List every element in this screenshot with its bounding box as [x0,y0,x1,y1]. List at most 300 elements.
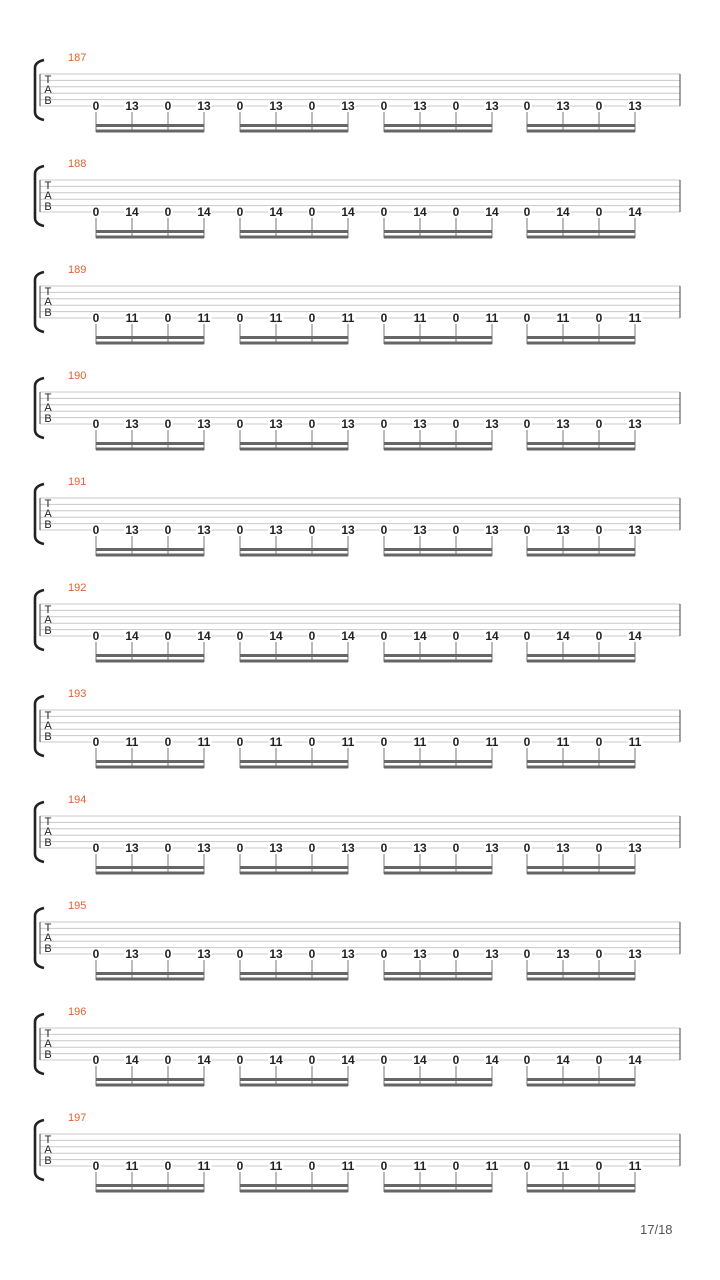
fret-number: 0 [92,735,100,749]
fret-number: 11 [125,735,139,749]
beam-secondary [527,1190,635,1193]
beam-secondary [384,872,492,875]
fret-number: 14 [269,1053,283,1067]
fret-number: 11 [197,735,211,749]
fret-number: 0 [523,947,531,961]
fret-number: 0 [380,311,388,325]
measure-number: 188 [68,158,87,170]
beam-primary [527,972,635,975]
fret-number: 0 [452,523,460,537]
beam-primary [527,654,635,657]
fret-number: 0 [236,841,244,855]
tab-clef-letter: B [44,412,52,425]
fret-number: 0 [595,1159,603,1173]
staff-graphics [0,158,720,248]
tab-clef-letter: B [44,200,52,213]
beam-primary [527,1184,635,1187]
fret-number: 13 [628,99,642,113]
beam-secondary [240,236,348,239]
fret-number: 11 [341,1159,355,1173]
fret-number: 13 [485,99,499,113]
fret-number: 13 [269,841,283,855]
fret-number: 11 [125,1159,139,1173]
staff-graphics [0,794,720,884]
fret-number: 13 [125,841,139,855]
fret-number: 13 [197,841,211,855]
beam-secondary [96,236,204,239]
fret-number: 13 [341,523,355,537]
beam-primary [384,866,492,869]
fret-number: 0 [452,1159,460,1173]
beam-secondary [240,872,348,875]
beam-primary [240,972,348,975]
fret-number: 0 [595,205,603,219]
beam-secondary [527,236,635,239]
fret-number: 0 [523,1053,531,1067]
beam-primary [384,336,492,339]
beam-primary [96,972,204,975]
fret-number: 0 [523,311,531,325]
tab-system [0,476,720,566]
beam-primary [96,124,204,127]
fret-number: 0 [236,947,244,961]
beam-secondary [96,872,204,875]
fret-number: 13 [341,947,355,961]
fret-number: 0 [452,99,460,113]
beam-primary [527,442,635,445]
fret-number: 0 [308,99,316,113]
fret-number: 13 [269,99,283,113]
measure-number: 191 [68,476,87,488]
beam-primary [96,866,204,869]
staff-graphics [0,1112,720,1202]
staff-graphics [0,900,720,990]
fret-number: 0 [92,841,100,855]
beam-secondary [527,978,635,981]
fret-number: 0 [595,629,603,643]
fret-number: 11 [485,1159,499,1173]
beam-primary [240,336,348,339]
beam-secondary [96,342,204,345]
fret-number: 13 [413,947,427,961]
beam-primary [96,336,204,339]
fret-number: 0 [452,417,460,431]
fret-number: 0 [236,417,244,431]
tab-clef-letter: A [44,84,52,96]
tab-clef-letter: T [44,815,52,828]
beam-secondary [240,342,348,345]
fret-number: 0 [308,629,316,643]
beam-secondary [240,130,348,133]
fret-number: 0 [92,1159,100,1173]
fret-number: 14 [485,629,499,643]
beam-primary [527,230,635,233]
fret-number: 14 [628,629,642,643]
fret-number: 13 [341,99,355,113]
fret-number: 14 [269,205,283,219]
fret-number: 0 [380,1159,388,1173]
beam-secondary [96,766,204,769]
beam-primary [527,1078,635,1081]
tab-clef-letter: A [44,296,52,308]
beam-primary [96,760,204,763]
beam-primary [240,866,348,869]
measure-number: 194 [68,794,87,806]
fret-number: 0 [164,841,172,855]
beam-secondary [96,660,204,663]
fret-number: 0 [236,1159,244,1173]
fret-number: 0 [523,841,531,855]
staff-graphics [0,264,720,354]
fret-number: 0 [164,735,172,749]
tab-system [0,1006,720,1096]
measure-number: 187 [68,52,87,64]
fret-number: 0 [236,523,244,537]
fret-number: 0 [452,205,460,219]
fret-number: 13 [269,523,283,537]
tab-clef-letter: B [44,730,52,743]
beam-primary [384,760,492,763]
staff-graphics [0,582,720,672]
tab-clef-letter: B [44,1048,52,1061]
staff-graphics [0,688,720,778]
fret-number: 0 [595,1053,603,1067]
tab-system [0,688,720,778]
fret-number: 0 [523,417,531,431]
beam-secondary [240,978,348,981]
fret-number: 11 [413,735,427,749]
beam-secondary [96,1084,204,1087]
beam-secondary [384,1084,492,1087]
fret-number: 13 [197,99,211,113]
fret-number: 0 [452,841,460,855]
fret-number: 13 [556,523,570,537]
fret-number: 13 [125,523,139,537]
fret-number: 13 [556,99,570,113]
fret-number: 11 [556,311,570,325]
fret-number: 14 [341,629,355,643]
fret-number: 0 [164,523,172,537]
fret-number: 0 [92,947,100,961]
fret-number: 14 [413,1053,427,1067]
fret-number: 14 [413,205,427,219]
fret-number: 13 [125,417,139,431]
fret-number: 0 [380,841,388,855]
fret-number: 0 [452,1053,460,1067]
fret-number: 11 [413,311,427,325]
fret-number: 13 [485,841,499,855]
beam-primary [527,760,635,763]
beam-primary [527,866,635,869]
beam-primary [384,124,492,127]
beam-primary [384,1078,492,1081]
fret-number: 14 [485,1053,499,1067]
fret-number: 13 [197,523,211,537]
beam-secondary [384,342,492,345]
fret-number: 11 [556,735,570,749]
fret-number: 14 [556,1053,570,1067]
tab-system [0,1112,720,1202]
fret-number: 0 [595,523,603,537]
fret-number: 13 [413,523,427,537]
beam-primary [240,230,348,233]
fret-number: 0 [236,629,244,643]
beam-secondary [384,766,492,769]
fret-number: 0 [308,1159,316,1173]
fret-number: 0 [452,629,460,643]
measure-number: 190 [68,370,87,382]
tab-system [0,900,720,990]
measure-number: 196 [68,1006,87,1018]
fret-number: 11 [485,735,499,749]
fret-number: 0 [164,947,172,961]
fret-number: 0 [236,311,244,325]
fret-number: 0 [164,417,172,431]
fret-number: 0 [595,735,603,749]
beam-secondary [527,448,635,451]
fret-number: 11 [197,1159,211,1173]
tab-clef-letter: B [44,836,52,849]
fret-number: 11 [628,1159,642,1173]
tab-clef-letter: T [44,921,52,934]
fret-number: 0 [164,311,172,325]
fret-number: 0 [595,417,603,431]
beam-secondary [96,448,204,451]
fret-number: 0 [236,99,244,113]
page-number: 17/18 [640,1222,673,1237]
beam-primary [240,760,348,763]
beam-secondary [240,1084,348,1087]
fret-number: 14 [341,1053,355,1067]
beam-secondary [240,554,348,557]
beam-primary [384,1184,492,1187]
tab-clef-letter: T [44,73,52,86]
beam-secondary [527,1084,635,1087]
tab-clef-letter: T [44,603,52,616]
fret-number: 0 [380,947,388,961]
fret-number: 11 [556,1159,570,1173]
fret-number: 0 [308,841,316,855]
beam-primary [240,1078,348,1081]
fret-number: 0 [523,99,531,113]
fret-number: 0 [236,205,244,219]
staff-graphics [0,476,720,566]
beam-primary [384,654,492,657]
tab-system [0,370,720,460]
staff-graphics [0,1006,720,1096]
fret-number: 0 [164,629,172,643]
tab-clef-letter: A [44,1144,52,1156]
fret-number: 13 [628,523,642,537]
fret-number: 14 [197,1053,211,1067]
fret-number: 14 [125,1053,139,1067]
tab-clef-letter: A [44,190,52,202]
fret-number: 13 [413,841,427,855]
beam-primary [384,548,492,551]
beam-secondary [240,766,348,769]
fret-number: 0 [164,1053,172,1067]
beam-secondary [527,130,635,133]
fret-number: 14 [628,205,642,219]
tab-system [0,158,720,248]
tab-system [0,52,720,142]
beam-secondary [527,342,635,345]
fret-number: 0 [92,1053,100,1067]
fret-number: 0 [92,523,100,537]
beam-secondary [96,554,204,557]
fret-number: 13 [341,417,355,431]
beam-secondary [384,236,492,239]
tab-clef-letter: A [44,508,52,520]
fret-number: 14 [628,1053,642,1067]
fret-number: 11 [628,735,642,749]
fret-number: 14 [125,205,139,219]
beam-secondary [240,1190,348,1193]
fret-number: 13 [556,947,570,961]
beam-secondary [384,660,492,663]
fret-number: 13 [413,99,427,113]
fret-number: 13 [413,417,427,431]
beam-primary [96,230,204,233]
measure-number: 193 [68,688,87,700]
beam-primary [96,442,204,445]
fret-number: 0 [308,1053,316,1067]
fret-number: 14 [269,629,283,643]
beam-secondary [384,554,492,557]
beam-secondary [96,1190,204,1193]
fret-number: 13 [628,417,642,431]
beam-secondary [527,872,635,875]
beam-primary [96,654,204,657]
beam-primary [527,548,635,551]
beam-primary [384,442,492,445]
fret-number: 11 [125,311,139,325]
fret-number: 11 [628,311,642,325]
beam-primary [96,1184,204,1187]
fret-number: 14 [197,205,211,219]
beam-primary [527,124,635,127]
staff-graphics [0,370,720,460]
beam-secondary [384,130,492,133]
fret-number: 14 [556,629,570,643]
tab-clef-letter: A [44,932,52,944]
fret-number: 11 [485,311,499,325]
fret-number: 0 [380,1053,388,1067]
measure-number: 192 [68,582,87,594]
beam-secondary [527,660,635,663]
fret-number: 0 [380,523,388,537]
fret-number: 0 [595,99,603,113]
fret-number: 0 [92,311,100,325]
fret-number: 11 [341,735,355,749]
fret-number: 0 [452,947,460,961]
fret-number: 0 [380,417,388,431]
beam-secondary [240,448,348,451]
fret-number: 0 [523,735,531,749]
tab-clef-letter: T [44,1027,52,1040]
beam-primary [240,124,348,127]
fret-number: 13 [556,417,570,431]
fret-number: 11 [269,1159,283,1173]
beam-primary [384,972,492,975]
beam-primary [240,442,348,445]
fret-number: 0 [164,205,172,219]
fret-number: 0 [380,99,388,113]
fret-number: 0 [164,1159,172,1173]
beam-secondary [527,554,635,557]
tab-clef-letter: T [44,709,52,722]
fret-number: 0 [452,311,460,325]
fret-number: 0 [380,205,388,219]
beam-secondary [527,766,635,769]
tab-clef-letter: T [44,391,52,404]
tab-system [0,264,720,354]
fret-number: 14 [413,629,427,643]
tab-clef-letter: A [44,1038,52,1050]
fret-number: 0 [308,523,316,537]
tab-clef-letter: T [44,179,52,192]
fret-number: 13 [269,417,283,431]
beam-primary [96,1078,204,1081]
tab-clef-letter: A [44,720,52,732]
tab-clef-letter: A [44,402,52,414]
fret-number: 0 [92,205,100,219]
beam-secondary [96,978,204,981]
tab-system [0,582,720,672]
fret-number: 0 [308,947,316,961]
fret-number: 0 [595,947,603,961]
fret-number: 14 [485,205,499,219]
fret-number: 11 [413,1159,427,1173]
fret-number: 0 [92,417,100,431]
fret-number: 0 [308,417,316,431]
fret-number: 14 [341,205,355,219]
tab-clef-letter: A [44,614,52,626]
fret-number: 0 [523,205,531,219]
fret-number: 0 [308,311,316,325]
measure-number: 195 [68,900,87,912]
staff-graphics [0,52,720,142]
fret-number: 11 [341,311,355,325]
fret-number: 0 [164,99,172,113]
fret-number: 13 [485,523,499,537]
tab-clef-letter: T [44,285,52,298]
fret-number: 13 [125,99,139,113]
fret-number: 14 [197,629,211,643]
fret-number: 0 [380,629,388,643]
fret-number: 0 [595,841,603,855]
fret-number: 13 [269,947,283,961]
fret-number: 13 [485,947,499,961]
fret-number: 0 [308,205,316,219]
tab-clef-letter: B [44,306,52,319]
fret-number: 14 [125,629,139,643]
fret-number: 13 [556,841,570,855]
fret-number: 13 [341,841,355,855]
fret-number: 13 [628,947,642,961]
tab-clef-letter: T [44,1133,52,1146]
fret-number: 13 [485,417,499,431]
beam-primary [96,548,204,551]
fret-number: 0 [92,99,100,113]
fret-number: 0 [236,1053,244,1067]
tab-clef-letter: A [44,826,52,838]
fret-number: 14 [556,205,570,219]
tab-clef-letter: T [44,497,52,510]
beam-secondary [96,130,204,133]
fret-number: 13 [628,841,642,855]
measure-number: 197 [68,1112,87,1124]
